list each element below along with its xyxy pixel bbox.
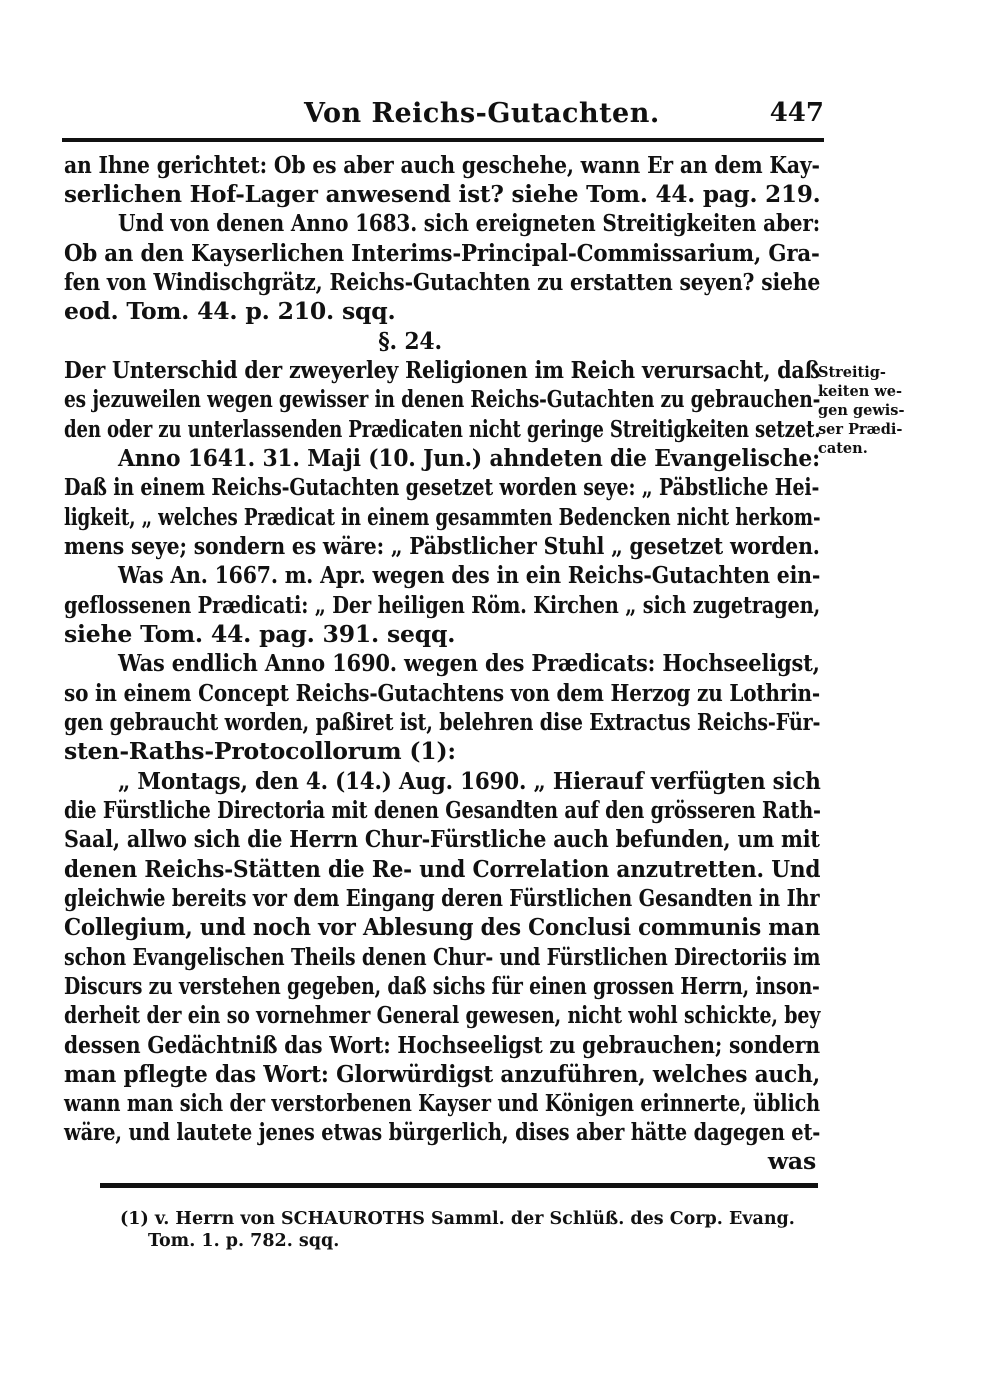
body-line: eod. Tom. 44. p. 210. sqq. (64, 297, 396, 325)
page-number: 447 (769, 98, 824, 128)
body-line: Collegium, und noch vor Ablesung des Conclusi communis man (64, 913, 821, 941)
body-line: Anno 1641. 31. Maji (10. Jun.) ahndeten die Evangelische: (118, 444, 820, 472)
body-line: serlichen Hof-Lager anwesend ist? siehe Tom. 44. pag. 219. (64, 180, 821, 208)
body-line: Der Unterschid der zweyerley Religionen im Reich verursacht, daß (64, 356, 820, 384)
body-line: gen gebraucht worden, paßiret ist, belehren dise Extractus Reichs-Für- (64, 708, 821, 736)
body-line: Was endlich Anno 1690. wegen des Prædicats: Hochseeligst, (118, 649, 820, 677)
body-line: Saal, allwo sich die Herrn Chur-Fürstliche auch befunden, um mit (64, 825, 820, 853)
body-line: ligkeit, „ welches Prædicat in einem gesammten Bedencken nicht herkom- (64, 503, 821, 531)
body-line: es jezuweilen wegen gewisser in denen Reichs-Gutachten zu gebrauchen- (64, 385, 821, 413)
footnote-line: (1) v. Herrn von SCHAUROTHS Samml. der Schlüß. des Corp. Evang. (120, 1209, 795, 1229)
body-line: mens seye; sondern es wäre: „ Päbstlicher Stuhl „ gesetzet worden. (64, 532, 820, 560)
running-header (64, 94, 824, 134)
body-line: siehe Tom. 44. pag. 391. seqq. (64, 620, 456, 648)
body-line: man pflegte das Wort: Glorwürdigst anzuführen, welches auch, (64, 1060, 820, 1088)
body-line: Was An. 1667. m. Apr. wegen des in ein Reichs-Gutachten ein- (118, 561, 821, 589)
margin-note-line: ser Prædi- (818, 421, 903, 438)
body-line: fen von Windischgrätz, Reichs-Gutachten zu erstatten seyen? siehe (64, 268, 821, 296)
body-line: den oder zu unterlassenden Prædicaten nicht geringe Streitigkeiten setzet. (64, 415, 821, 443)
body-line: derheit der ein so vornehmer General gewesen, nicht wohl schickte, bey (64, 1001, 821, 1029)
body-line: wann man sich der verstorbenen Kayser und Königen erinnerte, üblich (64, 1089, 820, 1117)
body-line: dessen Gedächtniß das Wort: Hochseeligst zu gebrauchen; sondern (64, 1031, 820, 1059)
running-title: Von Reichs-Gutachten. (304, 98, 660, 129)
body-line: geflossenen Prædicati: „ Der heiligen Röm. Kirchen „ sich zugetragen, (64, 591, 821, 619)
body-line: gleichwie bereits vor dem Eingang deren Fürstlichen Gesandten in Ihr (64, 884, 820, 912)
margin-note-line: caten. (818, 440, 868, 457)
body-line: Daß in einem Reichs-Gutachten gesetzet worden seye: „ Päbstliche Hei- (64, 473, 820, 501)
body-line: sten-Raths-Protocollorum (1): (64, 737, 456, 765)
body-line: Discurs zu verstehen gegeben, daß sichs für einen grossen Herrn, inson- (64, 972, 820, 1000)
body-line: schon Evangelischen Theils denen Chur- und Fürstlichen Directoriis im (64, 943, 821, 971)
margin-note-line: keiten we- (818, 383, 903, 400)
margin-note-line: Streitig- (818, 364, 886, 381)
footnote-rule (100, 1183, 818, 1188)
body-line: die Fürstliche Directoria mit denen Gesandten auf den grösseren Rath- (64, 796, 821, 824)
body-line: an Ihne gerichtet: Ob es aber auch geschehe, wann Er an dem Kay- (64, 151, 820, 179)
body-line: Ob an den Kayserlichen Interims-Principal-Commissarium, Gra- (64, 239, 820, 267)
footnote-line: Tom. 1. p. 782. sqq. (148, 1231, 340, 1251)
body-line: so in einem Concept Reichs-Gutachtens von dem Herzog zu Lothrin- (64, 679, 821, 707)
section-heading: §. 24. (378, 327, 442, 355)
body-line: Und von denen Anno 1683. sich ereigneten Streitigkeiten aber: (118, 209, 821, 237)
body-line: wäre, und lautete jenes etwas bürgerlich, dises aber hätte dagegen et- (64, 1118, 821, 1146)
catchword: was (767, 1147, 816, 1175)
body-line: „ Montags, den 4. (14.) Aug. 1690. „ Hierauf verfügten sich (118, 767, 821, 795)
header-rule (62, 138, 824, 142)
body-line: denen Reichs-Stätten die Re- und Correlation anzutretten. Und (64, 855, 821, 883)
margin-note-line: gen gewis- (818, 402, 905, 419)
